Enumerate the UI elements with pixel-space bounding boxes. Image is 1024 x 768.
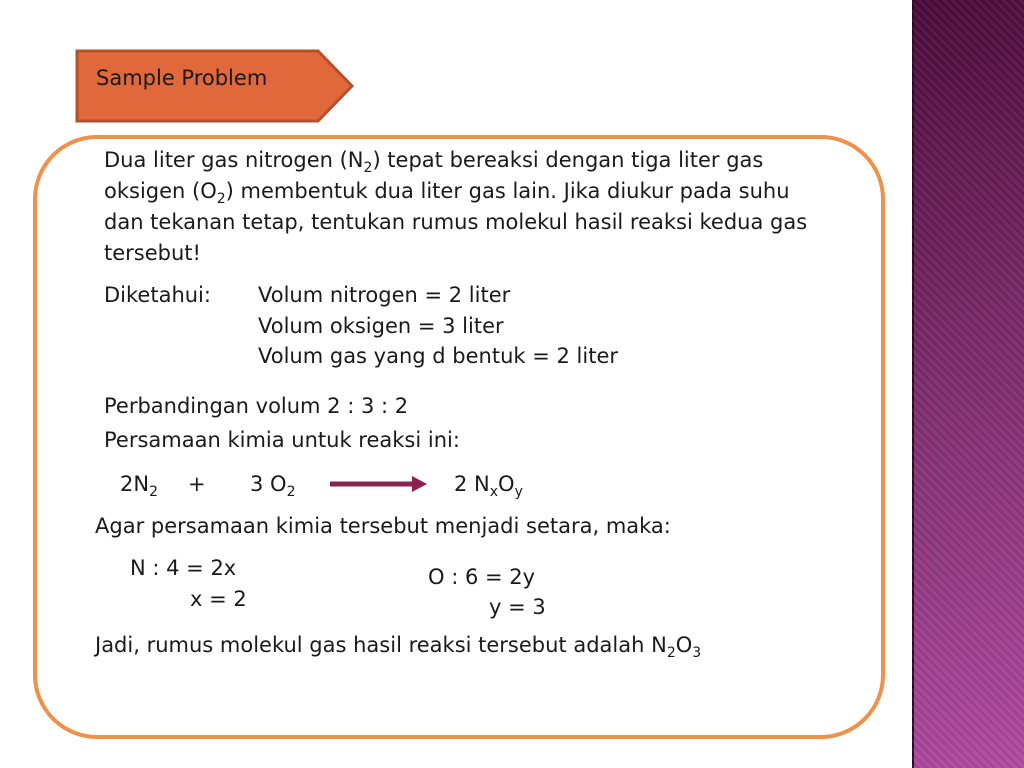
reaction-arrow-icon xyxy=(330,474,428,494)
problem-line-4: tersebut! xyxy=(104,241,201,265)
problem-line-1: Dua liter gas nitrogen $(N_2)$ tepat bereaksi dengan tiga liter gas xyxy=(104,148,764,176)
equation-reactant-nitrogen: $2N_2$ xyxy=(120,472,158,500)
known-label: Diketahui: xyxy=(104,283,211,307)
oxygen-balance-equation: O : 6 = 2y xyxy=(428,565,536,589)
problem-statement xyxy=(104,145,807,269)
known-item-product-gas: Volum gas yang d bentuk = 2 liter xyxy=(258,344,618,368)
problem-line-2: oksigen $(O_2)$ membentuk dua liter gas lain. Jika diukur pada suhu xyxy=(104,179,790,207)
equation-product: 2 $N_xO_y$ xyxy=(454,472,523,500)
title-tag xyxy=(74,48,356,124)
equation-plus: + xyxy=(188,472,206,496)
slide-title: Sample Problem xyxy=(96,66,268,90)
volume-ratio: Perbandingan volum 2 : 3 : 2 xyxy=(104,394,409,418)
decorative-side-band xyxy=(912,0,1024,768)
oxygen-balance-result: y = 3 xyxy=(489,595,546,619)
problem-line-3: dan tekanan tetap, tentukan rumus molekul hasil reaksi kedua gas xyxy=(104,210,808,234)
nitrogen-balance-result: x = 2 xyxy=(190,587,247,611)
known-item-oxygen: Volum oksigen = 3 liter xyxy=(258,314,504,338)
known-item-nitrogen: Volum nitrogen = 2 liter xyxy=(258,283,511,307)
conclusion: Jadi, rumus molekul gas hasil reaksi tersebut adalah $N_2O_3$ xyxy=(95,633,702,661)
nitrogen-balance-equation: N : 4 = 2x xyxy=(130,556,237,580)
equation-intro: Persamaan kimia untuk reaksi ini: xyxy=(104,428,460,452)
equation-reactant-oxygen: 3 $O_2$ xyxy=(250,472,296,500)
balance-intro: Agar persamaan kimia tersebut menjadi setara, maka: xyxy=(95,514,671,538)
